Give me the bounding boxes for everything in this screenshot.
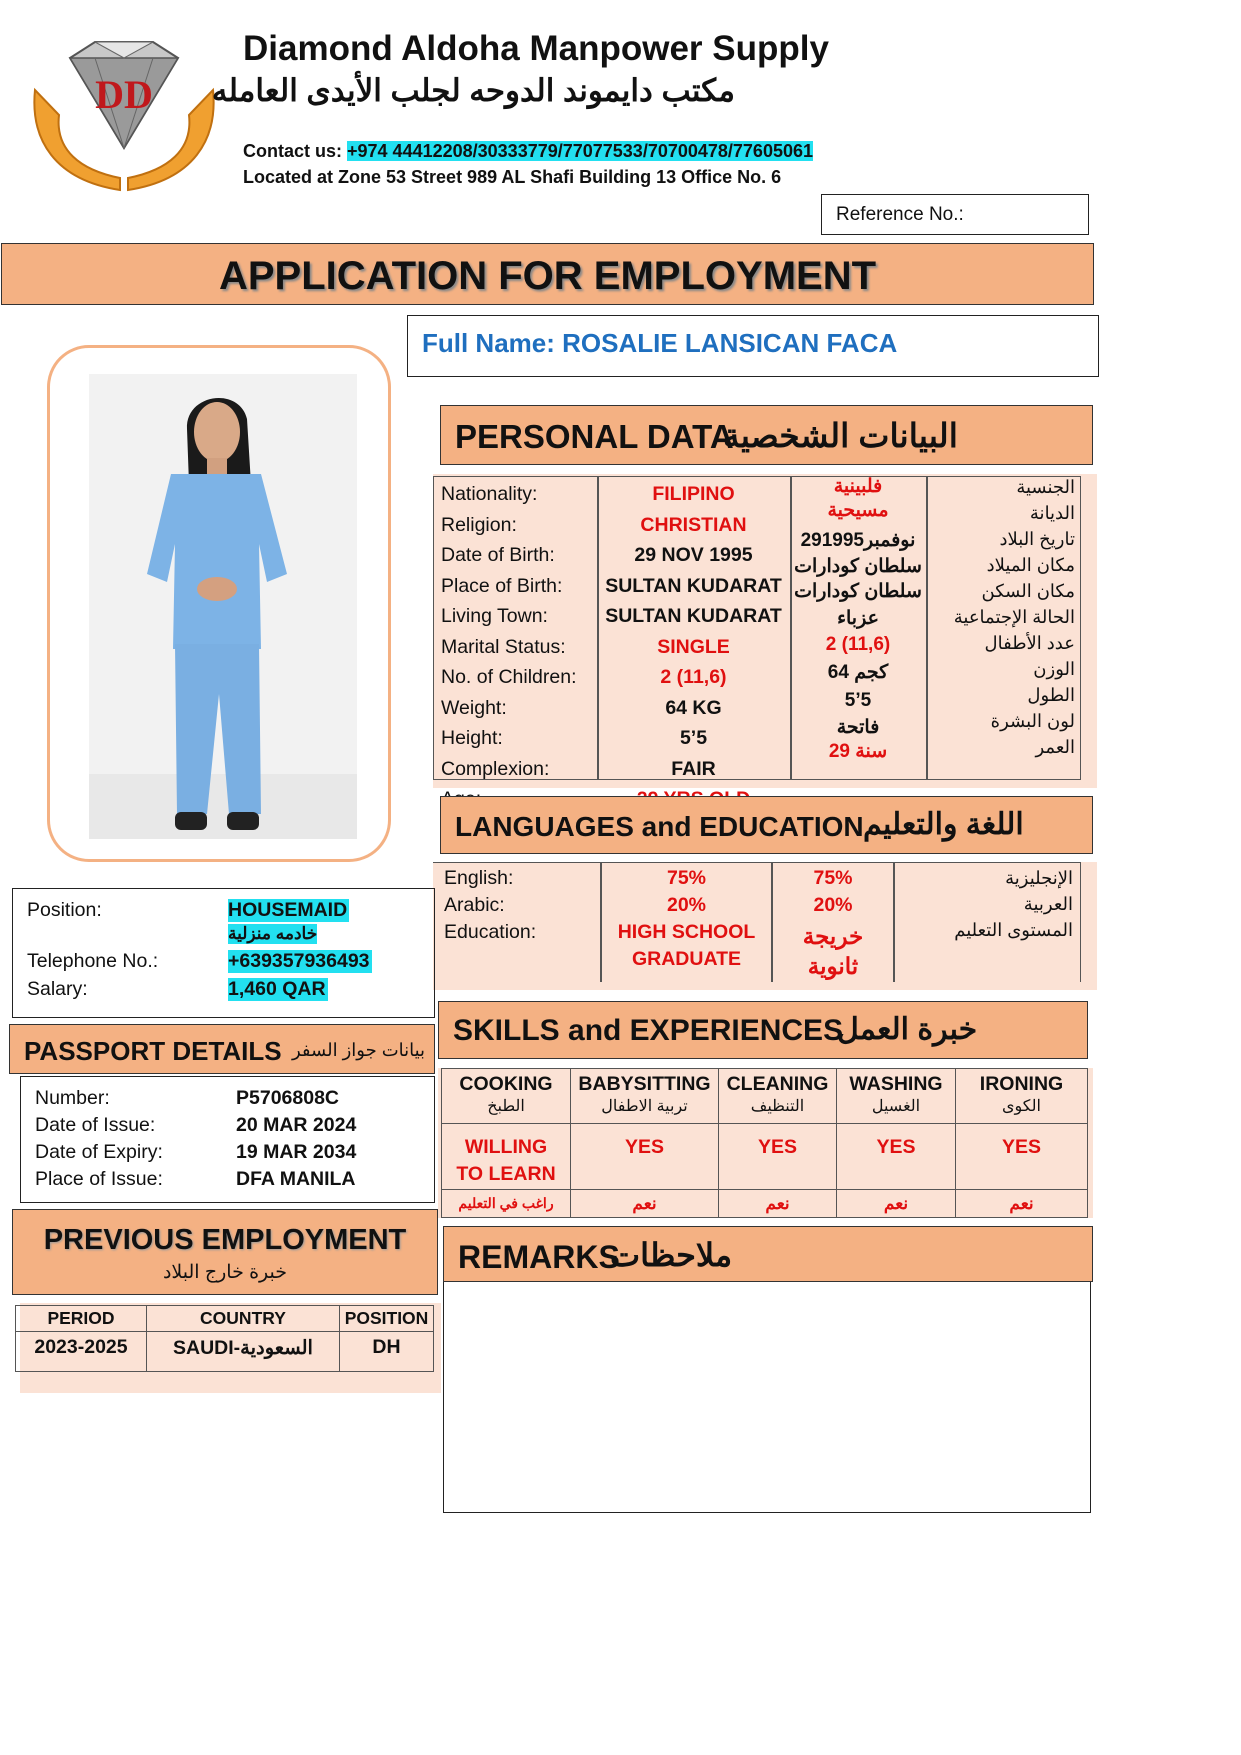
value-ar-weight: 64 كجم: [827, 662, 889, 683]
label-height: Height:: [441, 727, 503, 749]
skill-babysitting-value-ar: نعم: [571, 1190, 719, 1218]
column-period: PERIOD: [16, 1306, 147, 1332]
label-living-town: Living Town:: [441, 605, 548, 627]
value-ar-education-1: خريجة: [802, 923, 864, 949]
skill-cleaning-value-ar: نعم: [719, 1190, 837, 1218]
position-label: Position:: [27, 899, 102, 921]
personal-labels-arabic: [927, 474, 1075, 760]
value-ar-english: 75%: [813, 867, 853, 889]
label-ar-children: عدد الأطفال: [984, 633, 1075, 653]
value-english: 75%: [666, 867, 707, 889]
telephone-value: +639357936493: [228, 950, 370, 972]
personal-data-title: PERSONAL DATA: [455, 418, 734, 455]
personal-data-header: [440, 405, 1093, 465]
value-ar-education-2: ثانوية: [807, 953, 859, 979]
value-weight: 64 KG: [665, 696, 722, 719]
office-location: Located at Zone 53 Street 989 AL Shafi Building 13 Office No. 6: [243, 167, 782, 187]
value-height: 5’5: [679, 727, 708, 749]
value-complexion: FAIR: [671, 757, 716, 780]
label-weight: Weight:: [441, 696, 507, 719]
passport-box: [20, 1076, 435, 1203]
value-pob: SULTAN KUDARAT: [605, 574, 782, 597]
issue-date-value: 20 MAR 2024: [236, 1114, 357, 1136]
label-arabic: Arabic:: [444, 894, 505, 916]
contact-label: Contact us:: [243, 141, 342, 161]
languages-title: LANGUAGES and EDUCATION: [455, 811, 864, 842]
previous-employment-header: [12, 1209, 438, 1295]
language-values-arabic: [773, 865, 893, 981]
label-dob: Date of Birth:: [441, 544, 555, 566]
skill-ironing-name-ar: الكوى: [1002, 1098, 1041, 1115]
value-ar-dob: 29نوفمبر1995: [800, 530, 916, 551]
place-of-issue-value: DFA MANILA: [236, 1168, 356, 1190]
label-complexion: Complexion:: [441, 757, 550, 780]
label-ar-arabic: العربية: [1023, 894, 1073, 914]
skill-washing-value: YES: [837, 1124, 956, 1190]
salary-label: Salary:: [27, 978, 88, 1000]
value-nationality: FILIPINO: [652, 483, 735, 505]
value-ar-religion: مسيحية: [827, 500, 889, 521]
value-ar-pob: سلطان كودارات: [794, 556, 922, 577]
logo-letters: DD: [95, 72, 153, 117]
passport-title-arabic: بيانات جواز السفر: [292, 1040, 426, 1060]
language-labels: [444, 865, 536, 946]
value-ar-children: 2 (11,6): [825, 634, 891, 655]
skill-cooking-value-ar: راغب في التعليم: [442, 1190, 571, 1218]
personal-values-arabic: [791, 474, 925, 769]
previous-employment-table: [15, 1305, 434, 1372]
company-name: Diamond Aldoha Manpower Supply: [243, 29, 829, 68]
value-dob: 29 NOV 1995: [634, 544, 753, 566]
previous-employment-panel: [20, 1303, 441, 1393]
contact-numbers: +974 44412208/30333779/77077533/70700478/77605061: [347, 141, 813, 161]
label-ar-age: العمر: [1035, 737, 1075, 757]
label-ar-nationality: الجنسية: [1016, 477, 1075, 497]
label-ar-marital: الحالة الإجتماعية: [953, 607, 1075, 627]
employment-period: 2023-2025: [16, 1332, 147, 1372]
employment-position: DH: [340, 1332, 434, 1372]
column-position: POSITION: [340, 1306, 434, 1332]
skill-ironing-name: IRONING: [979, 1073, 1064, 1095]
title-banner: [1, 243, 1094, 305]
salary-value: 1,460 QAR: [228, 978, 326, 1000]
passport-title: PASSPORT DETAILS: [24, 1036, 282, 1066]
value-education-2: GRADUATE: [631, 948, 742, 970]
skill-cleaning-name-ar: التنظيف: [750, 1098, 805, 1115]
value-education-1: HIGH SCHOOL: [617, 921, 756, 943]
applicant-photo-frame: [47, 345, 391, 862]
label-ar-height: الطول: [1027, 685, 1075, 705]
language-labels-arabic: [895, 865, 1073, 943]
skill-cooking-header: [442, 1069, 571, 1124]
remarks-header: [443, 1226, 1093, 1282]
skill-cooking-value-1: WILLING: [464, 1136, 548, 1158]
value-ar-complexion: فاتحة: [836, 717, 880, 738]
personal-data-panel: [433, 474, 1097, 788]
skills-header: [438, 1001, 1088, 1059]
passport-number-label: Number:: [35, 1087, 110, 1109]
value-religion: CHRISTIAN: [640, 513, 747, 536]
reference-label: Reference No.:: [836, 204, 964, 225]
label-ar-pob: مكان الميلاد: [986, 555, 1075, 575]
language-values: [602, 865, 771, 973]
value-ar-marital: عزباء: [837, 608, 879, 629]
value-ar-living-town: سلطان كودارات: [794, 581, 922, 602]
skills-table: [441, 1068, 1088, 1218]
skill-ironing-value-ar: نعم: [956, 1190, 1088, 1218]
skill-washing-value-ar: نعم: [837, 1190, 956, 1218]
label-marital-status: Marital Status:: [441, 635, 566, 658]
personal-labels: [441, 479, 576, 815]
value-ar-age: 29 سنة: [828, 741, 888, 762]
skill-cleaning-name: CLEANING: [726, 1073, 829, 1095]
passport-header: [9, 1024, 435, 1074]
skill-cleaning-header: [719, 1069, 837, 1124]
skill-cooking-value-2: TO LEARN: [456, 1163, 556, 1185]
skills-panel: [438, 1068, 1093, 1218]
label-english: English:: [444, 867, 514, 889]
remarks-title-arabic: ملاحظات: [610, 1237, 733, 1273]
label-ar-complexion: لون البشرة: [990, 711, 1075, 731]
telephone-label: Telephone No.:: [27, 950, 159, 972]
languages-header: [440, 796, 1093, 854]
company-name-arabic: مكتب دايموند الدوحه لجلب الأيدى العامله: [211, 73, 735, 108]
value-marital-status: SINGLE: [657, 635, 730, 658]
personal-data-title-arabic: البيانات الشخصية: [723, 417, 958, 454]
skills-title: SKILLS and EXPERIENCES: [453, 1014, 844, 1047]
previous-employment-title-arabic: خبرة خارج البلاد: [162, 1262, 288, 1283]
contact-line: [243, 141, 813, 162]
label-ar-weight: الوزن: [1033, 659, 1075, 679]
column-country: COUNTRY: [147, 1306, 340, 1332]
value-ar-arabic: 20%: [813, 894, 853, 916]
skill-cooking-name-ar: الطبخ: [487, 1098, 525, 1115]
expiry-date-label: Date of Expiry:: [35, 1141, 163, 1163]
skill-washing-header: [837, 1069, 956, 1124]
page-title: APPLICATION FOR EMPLOYMENT: [218, 254, 877, 298]
passport-number-value: P5706808C: [236, 1087, 340, 1109]
label-ar-living: مكان السكن: [981, 581, 1075, 601]
reference-box[interactable]: [821, 194, 1089, 235]
skill-cooking-name: COOKING: [459, 1073, 553, 1095]
label-ar-religion: الديانة: [1029, 503, 1075, 523]
languages-panel: [433, 862, 1097, 990]
value-living-town: SULTAN KUDARAT: [605, 605, 782, 627]
skill-washing-name: WASHING: [849, 1073, 943, 1095]
full-name-box: [407, 315, 1099, 377]
skill-babysitting-name-ar: تربية الاطفال: [601, 1098, 688, 1115]
issue-date-label: Date of Issue:: [35, 1114, 156, 1136]
label-education: Education:: [444, 921, 537, 943]
label-ar-english: الإنجليزية: [1005, 868, 1073, 888]
label-religion: Religion:: [441, 513, 517, 536]
employment-country: SAUDI-السعودية: [147, 1332, 340, 1372]
skill-ironing-value: YES: [956, 1124, 1088, 1190]
label-ar-education: المستوى التعليم: [954, 920, 1073, 940]
expiry-date-value: 19 MAR 2034: [236, 1141, 357, 1163]
company-logo: [25, 30, 223, 192]
languages-title-arabic: اللغة والتعليم: [863, 808, 1024, 841]
skill-ironing-header: [956, 1069, 1088, 1124]
full-name: Full Name: ROSALIE LANSICAN FACA: [422, 328, 898, 358]
label-children: No. of Children:: [441, 666, 577, 688]
place-of-issue-label: Place of Issue:: [35, 1168, 163, 1190]
skill-cooking-value: [442, 1124, 571, 1190]
skill-babysitting-value: YES: [571, 1124, 719, 1190]
skill-washing-name-ar: الغسيل: [871, 1098, 921, 1115]
remarks-title: REMARKS: [458, 1239, 620, 1275]
value-arabic: 20%: [666, 894, 707, 916]
remarks-box[interactable]: [443, 1282, 1091, 1513]
skills-title-arabic: خبرة العمل: [837, 1013, 978, 1046]
position-value-arabic: خادمه منزلية: [228, 924, 318, 943]
position-value: HOUSEMAID: [228, 899, 348, 921]
value-ar-height: 5’5: [844, 690, 872, 711]
label-nationality: Nationality:: [441, 483, 538, 505]
value-children: 2 (11,6): [660, 666, 727, 688]
skill-cleaning-value: YES: [719, 1124, 837, 1190]
label-ar-dob: تاريخ البلاد: [999, 529, 1075, 549]
skill-babysitting-header: [571, 1069, 719, 1124]
position-box: [12, 888, 435, 1018]
applicant-photo: [89, 374, 357, 839]
label-pob: Place of Birth:: [441, 574, 563, 597]
value-ar-nationality: فلبينية: [833, 476, 883, 497]
previous-employment-title: PREVIOUS EMPLOYMENT: [43, 1224, 407, 1256]
personal-values: [598, 479, 789, 815]
skill-babysitting-name: BABYSITTING: [578, 1073, 711, 1095]
